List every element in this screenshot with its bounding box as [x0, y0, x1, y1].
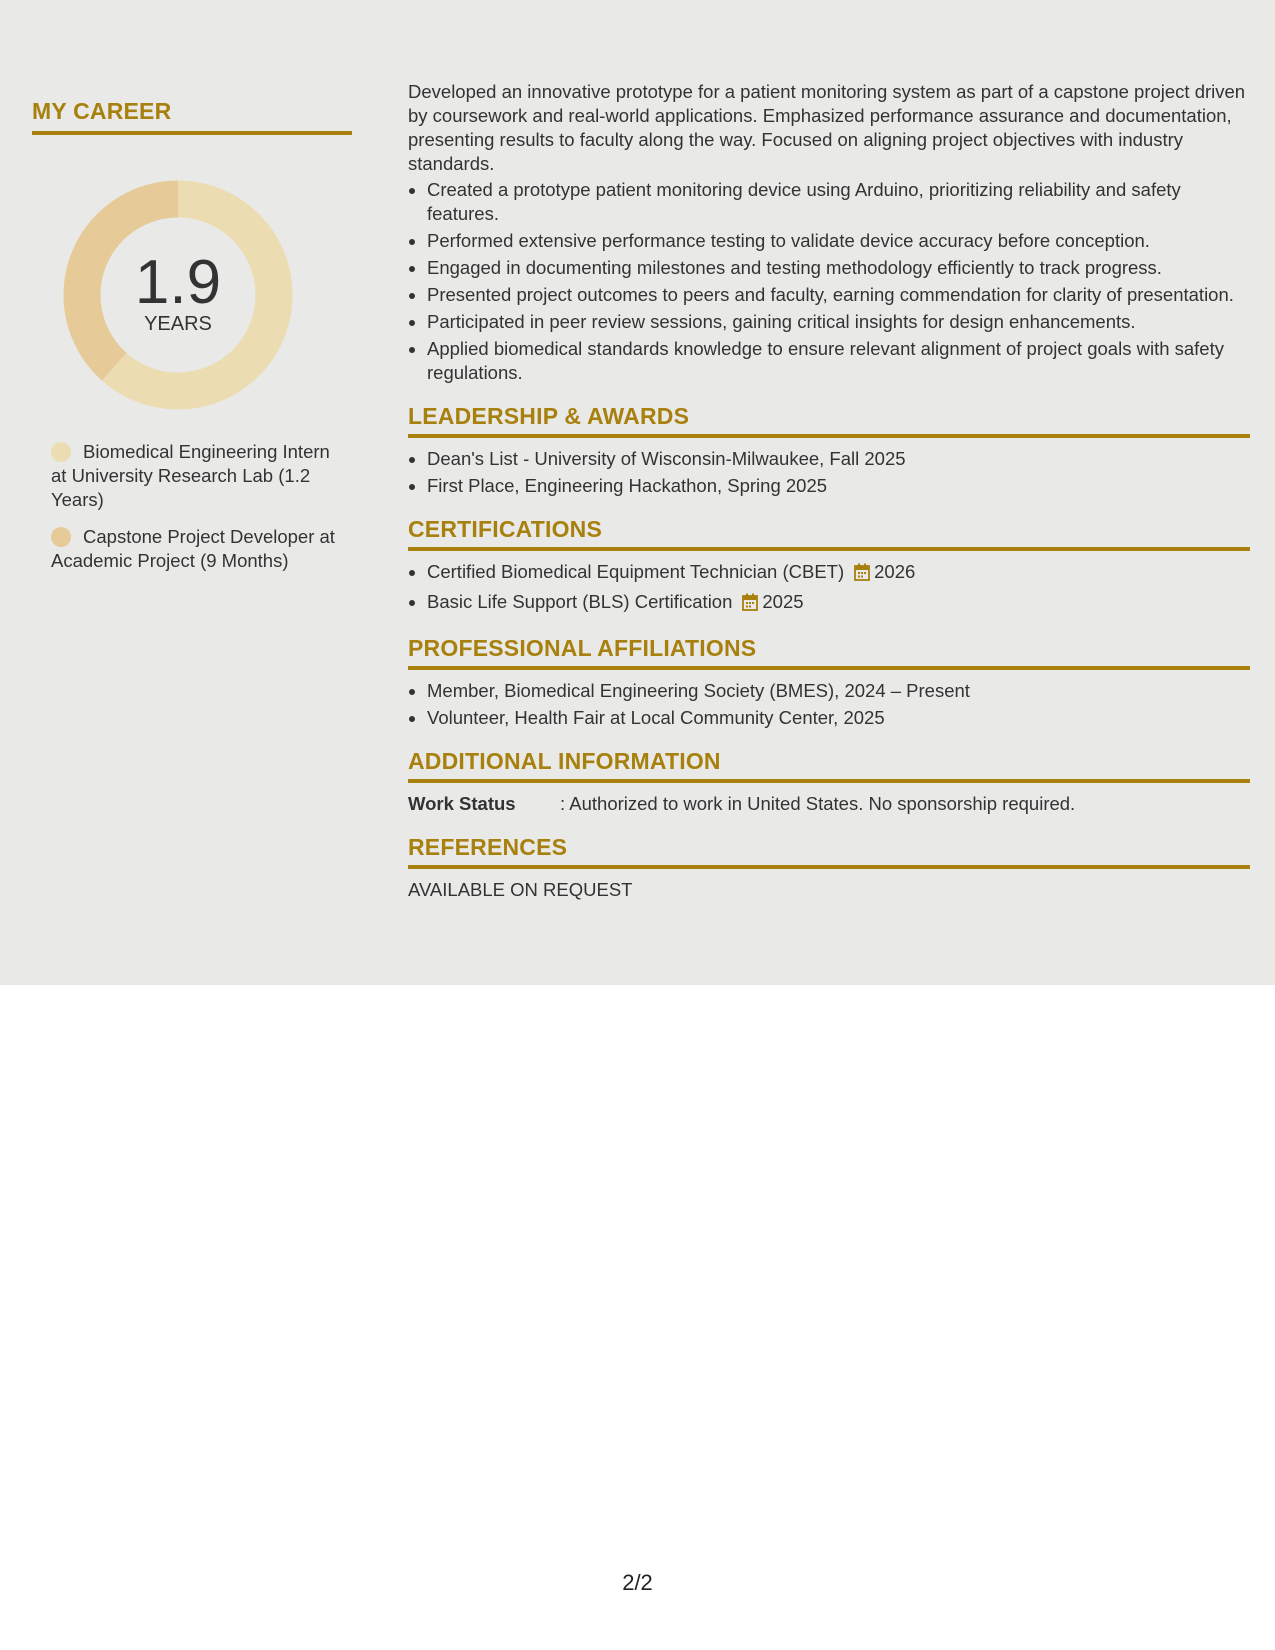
certification-name: Certified Biomedical Equipment Technician (CBET): [427, 561, 845, 582]
section-rule: [408, 547, 1250, 551]
certification-year: 2025: [762, 591, 804, 612]
list-item: • Participated in peer review sessions, gaining critical insights for design enhancements.: [427, 310, 1250, 334]
career-total-unit: YEARS: [144, 313, 212, 335]
list-item: • Applied biomedical standards knowledge to ensure relevant alignment of project goals with safety regulations.: [427, 337, 1250, 385]
list-item: • First Place, Engineering Hackathon, Spring 2025: [427, 474, 1250, 498]
career-legend-item: [51, 525, 341, 573]
work-status-label: Work Status: [408, 793, 516, 814]
career-legend-item: [51, 440, 341, 512]
career-legend: [51, 440, 341, 573]
legend-label: Capstone Project Developer at Academic Project (9 Months): [51, 526, 335, 571]
list-item: • Volunteer, Health Fair at Local Community Center, 2025: [427, 706, 1250, 730]
affiliations-heading: PROFESSIONAL AFFILIATIONS: [408, 635, 757, 661]
work-status-row: [408, 792, 1250, 816]
leadership-heading: LEADERSHIP & AWARDS: [408, 403, 690, 429]
list-item: • Dean's List - University of Wisconsin-Milwaukee, Fall 2025: [427, 447, 1250, 471]
career-total-years: 1.9: [134, 248, 222, 317]
references-text: AVAILABLE ON REQUEST: [408, 879, 633, 900]
list-item: • Created a prototype patient monitoring device using Arduino, prioritizing reliability and safety features.: [427, 178, 1250, 226]
section-rule: [408, 434, 1250, 438]
section-rule: [408, 865, 1250, 869]
certification-year: 2026: [874, 561, 916, 582]
references-heading: REFERENCES: [408, 834, 568, 860]
legend-dot-icon: [51, 527, 71, 547]
career-heading-rule: [32, 131, 352, 135]
calendar-icon: [742, 593, 758, 617]
career-donut: [63, 180, 293, 410]
page-number: 2/2: [622, 1570, 653, 1595]
certification-item: [427, 560, 1250, 587]
work-status-value: : Authorized to work in United States. No sponsorship required.: [560, 793, 1076, 814]
list-item: • Engaged in documenting milestones and testing methodology efficiently to track progress.: [427, 256, 1250, 280]
legend-label: Biomedical Engineering Intern at University Research Lab (1.2 Years): [51, 441, 330, 510]
leadership-list: [408, 447, 1250, 498]
career-sidebar: [32, 98, 352, 586]
section-rule: [408, 666, 1250, 670]
affiliations-list: [408, 679, 1250, 730]
list-item: • Performed extensive performance testing to validate device accuracy before conception.: [427, 229, 1250, 253]
certifications-heading: CERTIFICATIONS: [408, 516, 603, 542]
list-item: • Member, Biomedical Engineering Society (BMES), 2024 – Present: [427, 679, 1250, 703]
calendar-icon: [854, 563, 870, 587]
certifications-list: [408, 560, 1250, 617]
career-heading: MY CAREER: [32, 98, 172, 124]
certification-name: Basic Life Support (BLS) Certification: [427, 591, 733, 612]
experience-summary: Developed an innovative prototype for a patient monitoring system as part of a capstone project driven by coursework and real-world applications. Emphasized performance assurance and documentation, presenting results to faculty along the way. Focused on aligning project objectives with industry standards.: [408, 81, 1246, 174]
additional-info-heading: ADDITIONAL INFORMATION: [408, 748, 721, 774]
experience-bullets: [408, 178, 1250, 385]
section-rule: [408, 779, 1250, 783]
list-item: • Presented project outcomes to peers and faculty, earning commendation for clarity of presentation.: [427, 283, 1250, 307]
legend-dot-icon: [51, 442, 71, 462]
main-content: [408, 80, 1250, 902]
certification-item: [427, 590, 1250, 617]
